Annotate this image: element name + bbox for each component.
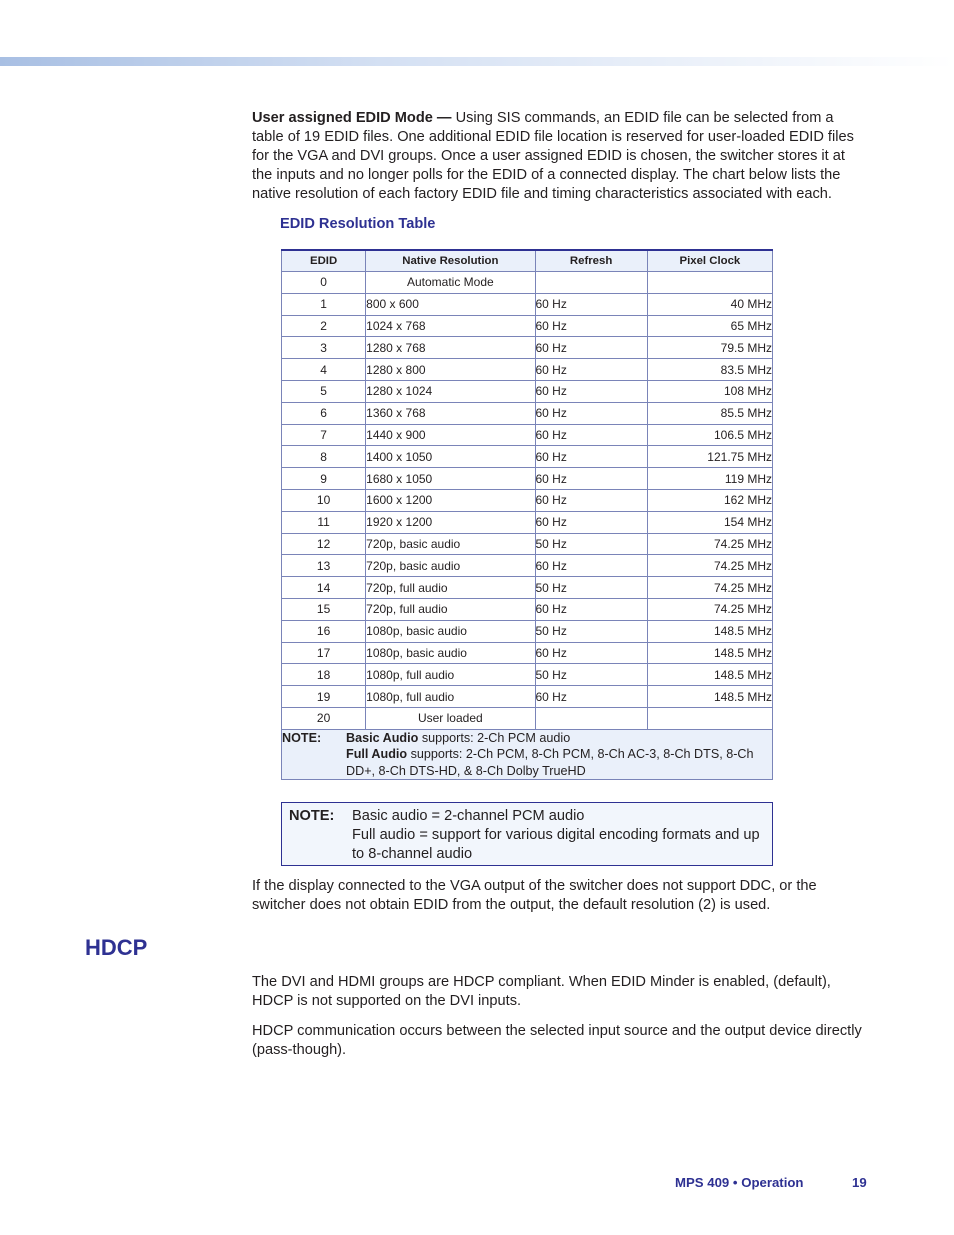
section-title-hdcp: HDCP (85, 935, 148, 960)
cell-native-resolution: 720p, basic audio (366, 555, 535, 577)
cell-edid: 8 (282, 446, 366, 468)
cell-refresh: 60 Hz (535, 337, 647, 359)
table-title: EDID Resolution Table (280, 216, 436, 232)
cell-edid: 4 (282, 359, 366, 381)
cell-native-resolution: 1600 x 1200 (366, 489, 535, 511)
cell-refresh (535, 272, 647, 294)
cell-native-resolution: User loaded (366, 707, 535, 729)
cell-edid: 19 (282, 686, 366, 708)
cell-pixel-clock (647, 272, 772, 294)
note-line-full: Full audio = support for various digital encoding formats and up to 8-channel audio (352, 827, 760, 862)
cell-pixel-clock: 148.5 MHz (647, 620, 772, 642)
cell-pixel-clock: 119 MHz (647, 468, 772, 490)
cell-refresh: 60 Hz (535, 293, 647, 315)
cell-refresh: 50 Hz (535, 577, 647, 599)
table-row (282, 272, 773, 294)
hdcp-paragraph-2: HDCP communication occurs between the selected input source and the output device directly (pass-though). (252, 1023, 862, 1058)
cell-pixel-clock: 148.5 MHz (647, 664, 772, 686)
cell-edid: 18 (282, 664, 366, 686)
cell-pixel-clock: 74.25 MHz (647, 577, 772, 599)
table-row (282, 359, 773, 381)
table-row (282, 555, 773, 577)
cell-native-resolution: 720p, full audio (366, 577, 535, 599)
column-header-edid: EDID (282, 250, 366, 272)
cell-pixel-clock: 74.25 MHz (647, 555, 772, 577)
cell-refresh: 60 Hz (535, 380, 647, 402)
intro-text: Using SIS commands, an EDID file can be selected from a table of 19 EDID files. One additional EDID file location is reserved for user-loaded EDID files for the VGA and DVI groups. Once a user assigned EDID is chosen, the switcher stores it at the inputs and no longer polls for the EDID of a connected display. The chart below lists the native resolution of each factory EDID file and timing characteristics associated with each. (252, 110, 854, 202)
basic-audio-label: Basic Audio (346, 730, 419, 745)
full-audio-text: supports: 2-Ch PCM, 8-Ch PCM, 8-Ch AC-3, 8-Ch DTS, 8-Ch DD+, 8-Ch DTS-HD, & 8-Ch Dolby TrueHD (346, 747, 754, 778)
cell-native-resolution: 1440 x 900 (366, 424, 535, 446)
table-row (282, 664, 773, 686)
column-header-refresh: Refresh (535, 250, 647, 272)
cell-native-resolution: 1080p, full audio (366, 664, 535, 686)
table-note (282, 729, 773, 780)
cell-pixel-clock: 74.25 MHz (647, 533, 772, 555)
hdcp-paragraph-1: The DVI and HDMI groups are HDCP compliant. When EDID Minder is enabled, (default), HDCP is not supported on the DVI inputs. (252, 974, 831, 1009)
cell-native-resolution: 1920 x 1200 (366, 511, 535, 533)
cell-edid: 1 (282, 293, 366, 315)
cell-refresh: 60 Hz (535, 511, 647, 533)
cell-edid: 2 (282, 315, 366, 337)
cell-native-resolution: 1280 x 768 (366, 337, 535, 359)
cell-pixel-clock: 108 MHz (647, 380, 772, 402)
cell-pixel-clock: 162 MHz (647, 489, 772, 511)
cell-native-resolution: 720p, full audio (366, 598, 535, 620)
full-audio-label: Full Audio (346, 747, 408, 762)
table-row (282, 642, 773, 664)
table-row (282, 424, 773, 446)
table-row (282, 380, 773, 402)
cell-native-resolution: 1400 x 1050 (366, 446, 535, 468)
column-header-native-resolution: Native Resolution (366, 250, 535, 272)
cell-edid: 17 (282, 642, 366, 664)
cell-refresh: 50 Hz (535, 620, 647, 642)
cell-refresh: 60 Hz (535, 598, 647, 620)
table-row (282, 315, 773, 337)
cell-refresh: 50 Hz (535, 664, 647, 686)
cell-edid: 5 (282, 380, 366, 402)
cell-edid: 12 (282, 533, 366, 555)
cell-edid: 11 (282, 511, 366, 533)
vga-default-paragraph: If the display connected to the VGA output of the switcher does not support DDC, or the switcher does not obtain EDID from the output, the default resolution (2) is used. (252, 878, 817, 913)
table-row (282, 511, 773, 533)
table-row (282, 446, 773, 468)
cell-edid: 3 (282, 337, 366, 359)
cell-refresh: 60 Hz (535, 315, 647, 337)
page-number: 19 (852, 1175, 867, 1190)
cell-pixel-clock: 74.25 MHz (647, 598, 772, 620)
cell-native-resolution: 800 x 600 (366, 293, 535, 315)
cell-refresh: 60 Hz (535, 424, 647, 446)
cell-refresh: 60 Hz (535, 555, 647, 577)
cell-refresh: 60 Hz (535, 686, 647, 708)
cell-pixel-clock: 148.5 MHz (647, 642, 772, 664)
cell-pixel-clock: 79.5 MHz (647, 337, 772, 359)
cell-edid: 7 (282, 424, 366, 446)
intro-paragraph (252, 109, 864, 204)
cell-refresh: 60 Hz (535, 402, 647, 424)
table-note-row (282, 729, 773, 780)
table-row (282, 489, 773, 511)
cell-edid: 20 (282, 707, 366, 729)
table-row (282, 686, 773, 708)
cell-native-resolution: 1280 x 800 (366, 359, 535, 381)
cell-pixel-clock (647, 707, 772, 729)
cell-native-resolution: 1080p, basic audio (366, 642, 535, 664)
cell-edid: 15 (282, 598, 366, 620)
column-header-pixel-clock: Pixel Clock (647, 250, 772, 272)
note-line-basic: Basic audio = 2-channel PCM audio (352, 808, 585, 824)
cell-edid: 6 (282, 402, 366, 424)
cell-native-resolution: 720p, basic audio (366, 533, 535, 555)
cell-pixel-clock: 65 MHz (647, 315, 772, 337)
header-gradient-bar (0, 57, 954, 66)
cell-refresh: 60 Hz (535, 642, 647, 664)
audio-note-box (281, 802, 773, 866)
cell-edid: 16 (282, 620, 366, 642)
table-row (282, 598, 773, 620)
table-row (282, 402, 773, 424)
cell-edid: 0 (282, 272, 366, 294)
intro-lead: User assigned EDID Mode — (252, 110, 452, 126)
table-row (282, 293, 773, 315)
cell-native-resolution: Automatic Mode (366, 272, 535, 294)
cell-pixel-clock: 148.5 MHz (647, 686, 772, 708)
table-row (282, 577, 773, 599)
cell-edid: 14 (282, 577, 366, 599)
cell-pixel-clock: 83.5 MHz (647, 359, 772, 381)
cell-refresh: 60 Hz (535, 468, 647, 490)
cell-refresh: 60 Hz (535, 489, 647, 511)
cell-native-resolution: 1360 x 768 (366, 402, 535, 424)
table-row (282, 468, 773, 490)
cell-pixel-clock: 106.5 MHz (647, 424, 772, 446)
cell-native-resolution: 1080p, basic audio (366, 620, 535, 642)
cell-native-resolution: 1280 x 1024 (366, 380, 535, 402)
table-row (282, 337, 773, 359)
cell-refresh: 60 Hz (535, 446, 647, 468)
edid-resolution-table (281, 249, 773, 780)
table-row (282, 707, 773, 729)
cell-refresh: 60 Hz (535, 359, 647, 381)
cell-refresh: 50 Hz (535, 533, 647, 555)
cell-pixel-clock: 85.5 MHz (647, 402, 772, 424)
footer-title: MPS 409 • Operation (675, 1175, 804, 1190)
cell-edid: 10 (282, 489, 366, 511)
cell-edid: 13 (282, 555, 366, 577)
cell-pixel-clock: 154 MHz (647, 511, 772, 533)
cell-native-resolution: 1680 x 1050 (366, 468, 535, 490)
cell-edid: 9 (282, 468, 366, 490)
cell-native-resolution: 1080p, full audio (366, 686, 535, 708)
cell-native-resolution: 1024 x 768 (366, 315, 535, 337)
table-row (282, 533, 773, 555)
note-label: NOTE: (289, 808, 335, 824)
cell-pixel-clock: 121.75 MHz (647, 446, 772, 468)
cell-refresh (535, 707, 647, 729)
cell-pixel-clock: 40 MHz (647, 293, 772, 315)
basic-audio-text: supports: 2-Ch PCM audio (421, 730, 571, 745)
table-note-label: NOTE: (282, 730, 322, 745)
table-row (282, 620, 773, 642)
table-header-row (282, 250, 773, 272)
